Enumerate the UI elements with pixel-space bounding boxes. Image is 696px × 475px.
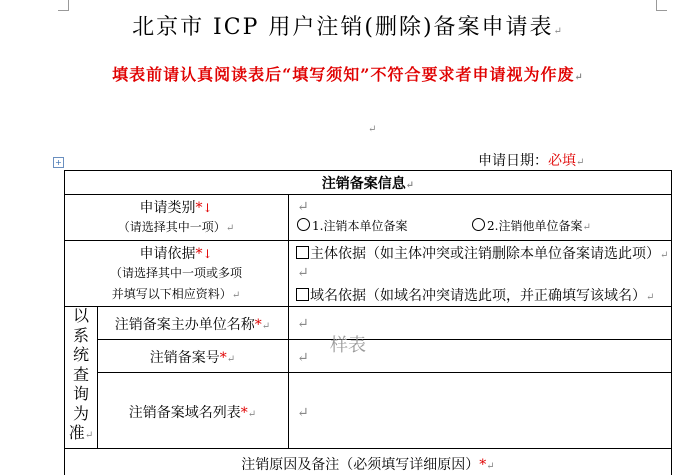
apply-type-option-1[interactable]: 1.注销本单位备案 — [297, 217, 407, 234]
apply-basis-label: 申请依据*↓ — [139, 246, 213, 262]
paragraph-mark-icon: ↵ — [297, 405, 309, 421]
apply-type-option-2[interactable]: 2.注销他单位备案↵ — [472, 217, 591, 234]
checkbox-icon[interactable] — [296, 288, 309, 301]
domain-list-label: 注销备案域名列表*↵ — [128, 405, 257, 421]
apply-basis-option-2[interactable]: 域名依据（如域名冲突请选此项，并正确填写该域名）↵ — [296, 285, 654, 305]
sample-watermark: 样表 — [330, 335, 366, 356]
checkbox-icon[interactable] — [296, 246, 309, 259]
apply-basis-hint-2: 并填写以下相应资料）↵ — [111, 287, 241, 301]
record-number-label: 注销备案号*↵ — [149, 350, 236, 366]
notice-text: 填表前请认真阅读表后“填写须知”不符合要求者申请视为作废↵ — [112, 65, 584, 84]
apply-type-label: 申请类别*↓ — [139, 200, 213, 216]
side-label: 以系统查询为准↵ — [68, 306, 94, 442]
page-title: 北京市 ICP 用户注销(删除)备案申请表↵ — [132, 15, 564, 40]
radio-icon[interactable] — [472, 218, 485, 231]
paragraph-mark-icon: ↵ — [297, 350, 309, 366]
reason-label: 注销原因及备注（必须填写详细原因）*↵ — [241, 457, 495, 473]
apply-basis-option-1[interactable]: 主体依据（如主体冲突或注销删除本单位备案请选此项）↵ — [296, 243, 668, 263]
apply-type-hint: （请选择其中一项）↵ — [117, 220, 235, 234]
paragraph-mark-icon: ↵ — [297, 265, 309, 281]
section-title: 注销备案信息↵ — [321, 176, 415, 192]
table-move-handle-icon[interactable]: + — [53, 157, 64, 168]
radio-icon[interactable] — [297, 218, 310, 231]
paragraph-mark-icon: ↵ — [368, 124, 377, 135]
apply-basis-hint-1: （请选择其中一项或多项 — [109, 266, 242, 280]
application-date: 申请日期：必填↵ — [478, 153, 585, 169]
sponsor-name-label: 注销备案主办单位名称*↵ — [114, 317, 271, 333]
paragraph-mark-icon: ↵ — [297, 316, 309, 332]
paragraph-mark-icon: ↵ — [297, 199, 309, 215]
